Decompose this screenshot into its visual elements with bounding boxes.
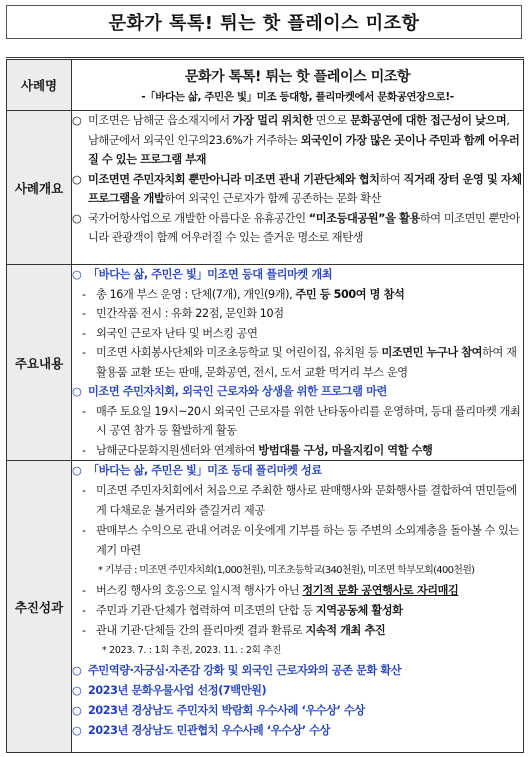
results-sub-3: - 버스킹 행사의 호응으로 일시적 행사가 아닌 정기적 문화 공연행사로 자리매김 <box>82 584 459 597</box>
main-heading-2: ○ 미조면 주민자치회, 외국인 근로자와 상생을 위한 프로그램 마련 <box>72 385 387 398</box>
overview-item-3: ○ 국가어항사업으로 개발한 아름다운 유휴공간인 “미조등대공원”을 활용하여 미조면민 뿐만아니라 관광객이 함께 어우러질 수 있는 즐거운 명소로 재탄생 <box>72 209 523 248</box>
results-sub-2: - 판매부스 수익으로 관내 어려운 이웃에게 기부를 하는 등 주변의 소외계층을 돌아볼 수 있는 계기 마련 <box>82 524 519 557</box>
results-note-dates: * 2023. 7. : 1회 추진, 2023. 11. : 2회 추진 <box>102 645 281 656</box>
label-results: 추진성과 <box>7 461 72 753</box>
results-heading-3: ○ 2023년 문화우물사업 선정(7백만원) <box>72 684 267 697</box>
overview-item-1: ○ 미조면은 남해군 읍소재지에서 가장 멀리 위치한 면으로 문화공연에 대한 접근성이 낮으며, 남해군에서 외국인 인구의23.6%가 거주하는 외국인이 가장 많은 곳이나 주민과 함께 어우러질 수 있는 프로그램 부재 <box>72 111 523 170</box>
main-sub-2: - 민간작품 전시 : 유화 22점, 문인화 10점 <box>82 307 284 320</box>
results-heading-5: ○ 2023년 경상남도 민관협치 우수사례 ‘우수상’ 수상 <box>72 724 331 737</box>
label-main: 주요내용 <box>7 265 72 461</box>
page-title-box <box>6 5 522 39</box>
main-sub-1: - 총 16개 부스 운영 : 단체(7개), 개인(9개), 주민 등 500여 명 참석 <box>82 287 405 301</box>
overview-item-2: ○ 미조면면 주민자치회 뿐만아니라 미조면 관내 기관단체와 협치하여 직거래 장터 운영 및 자체프로그램을 개발하여 외국인 근로자가 함께 공존하는 문화 확산 <box>72 170 523 209</box>
label-overview: 사례개요 <box>7 111 72 265</box>
results-sub-1: - 미조면 주민자치회에서 처음으로 주최한 행사로 판매행사와 문화행사를 결합하여 면민들에게 다채로운 볼거리와 즐길거리 제공 <box>82 484 517 517</box>
overview-cell <box>72 111 524 265</box>
case-title: 문화가 톡톡! 튀는 핫 플레이스 미조항 <box>184 69 411 85</box>
label-case-name: 사례명 <box>7 59 72 111</box>
results-note-donation: * 기부금 : 미조면 주민자치회(1,000천원), 미조초등학교(340천원), 미조면 학부모회(400천원) <box>98 565 475 576</box>
results-heading-1: ○ 「바다는 삶, 주민은 빛」미조 등대 플리마켓 성료 <box>72 464 322 477</box>
results-sub-5: - 관내 기관·단체들 간의 플리마켓 결과 환류로 지속적 개최 추진 <box>82 624 386 637</box>
circle-marker: ○ <box>72 211 82 225</box>
results-heading-2: ○ 주민역량·자긍심·자존감 강화 및 외국인 근로자와의 공존 문화 확산 <box>72 664 402 677</box>
results-heading-4: ○ 2023년 경상남도 주민자치 박람회 우수사례 ‘우수상’ 수상 <box>72 704 365 717</box>
main-heading-1: ○ 「바다는 삶, 주민은 빛」미조면 등대 플리마켓 개최 <box>72 268 333 281</box>
case-table <box>6 57 524 753</box>
main-sub-3: - 외국인 근로자 난타 및 버스킹 공연 <box>82 326 258 340</box>
case-name-cell <box>72 59 524 111</box>
results-sub-4: - 주민과 기관·단체가 협력하여 미조면의 단합 등 지역공동체 활성화 <box>82 604 403 617</box>
case-subtitle: -「바다는 삶, 주민은 빛」미조 등대항, 플리마켓에서 문화공연장으로!- <box>141 91 454 103</box>
main-sub-6: - 남해군다문화지원센터와 연계하여 방범대를 구성, 마을지킴이 역할 수행 <box>82 443 433 457</box>
circle-marker: ○ <box>72 114 82 127</box>
results-cell <box>72 461 524 753</box>
circle-marker: ○ <box>72 172 82 186</box>
main-cell <box>72 265 524 461</box>
main-sub-4: - 미조면 사회봉사단체와 미조초등학교 및 어린이집, 유치원 등 미조면민 누구나 참여하여 재활용품 교환 또는 판매, 문화공연, 전시, 도서 교환 먹거리 부스 운영 <box>82 346 517 379</box>
main-sub-5: - 매주 토요일 19시~20시 외국인 근로자를 위한 난타동아리를 운영하며, 등대 플리마켓 개최 시 공연 참가 등 활발하게 활동 <box>82 404 521 437</box>
page-title: 문화가 톡톡! 튀는 핫 플레이스 미조항 <box>108 13 420 34</box>
